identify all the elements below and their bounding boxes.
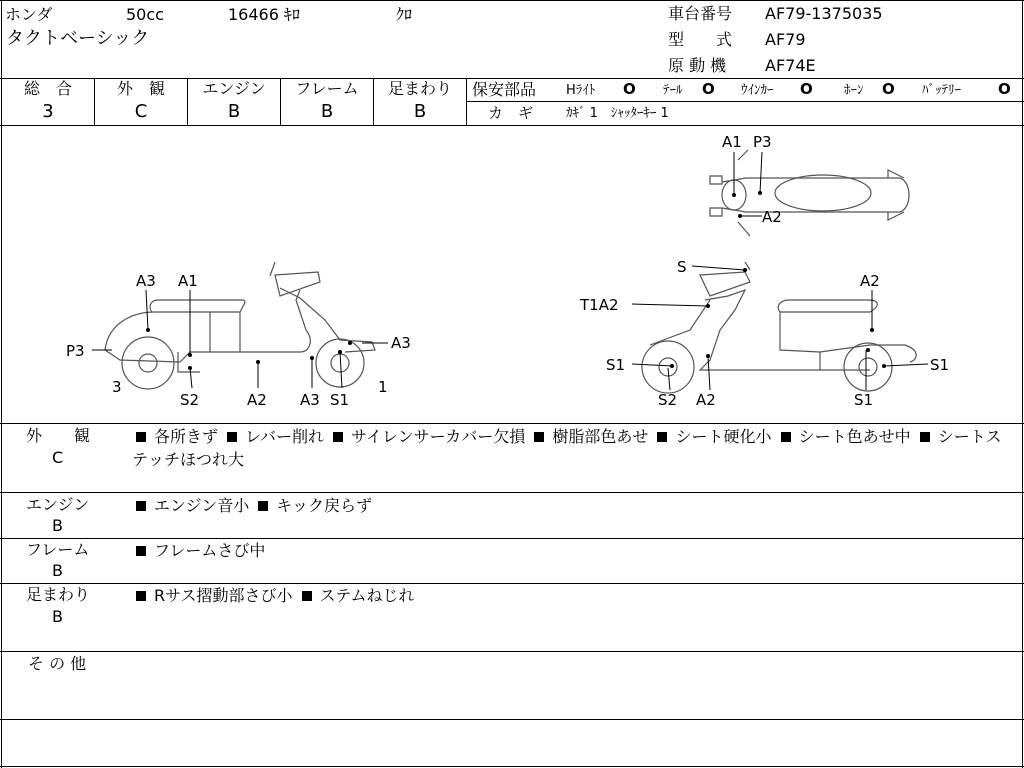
safety-mark-headlight: O xyxy=(623,80,636,98)
right-label-s1-bottom: S1 xyxy=(854,391,874,409)
section-grade: B xyxy=(52,561,63,580)
defect-item: フレームさび中 xyxy=(154,541,266,560)
safety-mark-winker: O xyxy=(800,80,813,98)
mileage: 16466 ｷﾛ xyxy=(228,5,300,24)
top-label-p3: P3 xyxy=(753,133,772,151)
frame-no: AF79-1375035 xyxy=(765,4,883,23)
safety-item-headlight: Hﾗｲﾄ xyxy=(566,83,596,98)
engine-label: 原 動 機 xyxy=(668,56,727,75)
left-label-3: 3 xyxy=(112,378,122,396)
grade-value-overall: 3 xyxy=(42,101,54,122)
left-label-a2: A2 xyxy=(247,391,267,409)
section-items xyxy=(132,584,1012,607)
scooter-diagram xyxy=(0,126,1024,423)
right-label-s2: S2 xyxy=(658,391,678,409)
model-name: タクトベーシック xyxy=(6,28,150,49)
diagram-bottom-line xyxy=(0,423,1024,424)
type-label: 型 式 xyxy=(668,30,733,49)
safety-item-tail: ﾃｰﾙ xyxy=(663,83,683,98)
safety-item-winker: ｳｲﾝｶｰ xyxy=(741,83,774,98)
right-label-s1-left: S1 xyxy=(606,356,626,374)
right-label-t1a2: T1A2 xyxy=(580,296,619,314)
key-value: ｶｷﾞ 1 ｼｬｯﾀｰｷｰ 1 xyxy=(566,106,669,121)
section-items xyxy=(132,494,1012,517)
engine-value: AF74E xyxy=(765,56,816,75)
grade-label-suspension: 足まわり xyxy=(387,79,452,98)
left-label-s2: S2 xyxy=(180,391,200,409)
right-label-a2: A2 xyxy=(860,272,880,290)
type-value: AF79 xyxy=(765,30,806,49)
grade-label-frame: フレーム xyxy=(295,79,359,98)
grade-divider xyxy=(466,78,467,125)
section-items xyxy=(132,425,1012,471)
grade-value-engine: B xyxy=(227,101,241,122)
defect-item: 各所きず xyxy=(154,427,219,446)
section-line xyxy=(0,719,1024,720)
grade-label-exterior: 外 観 xyxy=(116,79,165,98)
defect-item: シート硬化小 xyxy=(675,427,772,446)
left-label-1: 1 xyxy=(378,378,388,396)
defect-item: Rサス摺動部さび小 xyxy=(154,586,293,605)
color: ｸﾛ xyxy=(396,5,413,24)
top-label-a2: A2 xyxy=(762,208,782,226)
grade-value-frame: B xyxy=(320,101,334,122)
left-label-a3-right: A3 xyxy=(391,334,411,352)
right-label-s1-right: S1 xyxy=(930,356,950,374)
defect-item: キック戻らず xyxy=(276,496,372,515)
defect-item: シートステッチほつれ大 xyxy=(132,427,1002,469)
grade-value-exterior: C xyxy=(134,101,148,122)
displacement: 50cc xyxy=(126,5,164,24)
section-items xyxy=(132,539,1012,562)
left-label-a3-bottom: A3 xyxy=(300,391,320,409)
top-label-a1: A1 xyxy=(722,133,742,151)
safety-item-horn: ﾎｰﾝ xyxy=(844,83,864,98)
section-label: エンジン xyxy=(26,495,90,514)
section-grade: B xyxy=(52,607,63,626)
key-label: カ ギ xyxy=(488,104,534,122)
left-label-s1: S1 xyxy=(330,391,350,409)
safety-mark-horn: O xyxy=(882,80,895,98)
defect-item: ステムねじれ xyxy=(319,586,415,605)
section-label: そ の 他 xyxy=(28,654,87,673)
frame-no-label: 車台番号 xyxy=(668,4,733,23)
section-label: フレーム xyxy=(26,540,90,559)
grade-label-engine: エンジン xyxy=(202,79,266,98)
left-label-a1: A1 xyxy=(178,272,198,290)
defect-item: シート色あせ中 xyxy=(798,427,911,446)
defect-item: サイレンサーカバー欠損 xyxy=(351,427,526,446)
grade-value-suspension: B xyxy=(413,101,427,122)
section-line xyxy=(0,651,1024,652)
right-label-a2-bottom: A2 xyxy=(696,391,716,409)
border-bottom xyxy=(0,766,1024,767)
defect-item: エンジン音小 xyxy=(154,496,250,515)
maker: ホンダ xyxy=(5,5,53,24)
section-label: 外 観 xyxy=(26,426,91,445)
section-label: 足まわり xyxy=(26,585,91,604)
defect-item: レバー削れ xyxy=(245,427,324,446)
defect-item: 樹脂部色あせ xyxy=(552,427,649,446)
safety-mark-battery: O xyxy=(998,80,1011,98)
key-row-line xyxy=(467,101,1024,102)
right-label-s: S xyxy=(677,258,687,276)
safety-label: 保安部品 xyxy=(472,80,537,99)
grade-label-overall: 総 合 xyxy=(23,79,72,98)
section-grade: B xyxy=(52,516,63,535)
safety-mark-tail: O xyxy=(702,80,715,98)
left-label-a3-top: A3 xyxy=(136,272,156,290)
section-grade: C xyxy=(52,448,64,467)
border-top xyxy=(0,0,1024,1)
section-line xyxy=(0,492,1024,493)
safety-item-battery: ﾊﾞｯﾃﾘｰ xyxy=(922,83,961,98)
left-label-p3: P3 xyxy=(66,342,85,360)
scooter-top-view xyxy=(710,150,909,236)
